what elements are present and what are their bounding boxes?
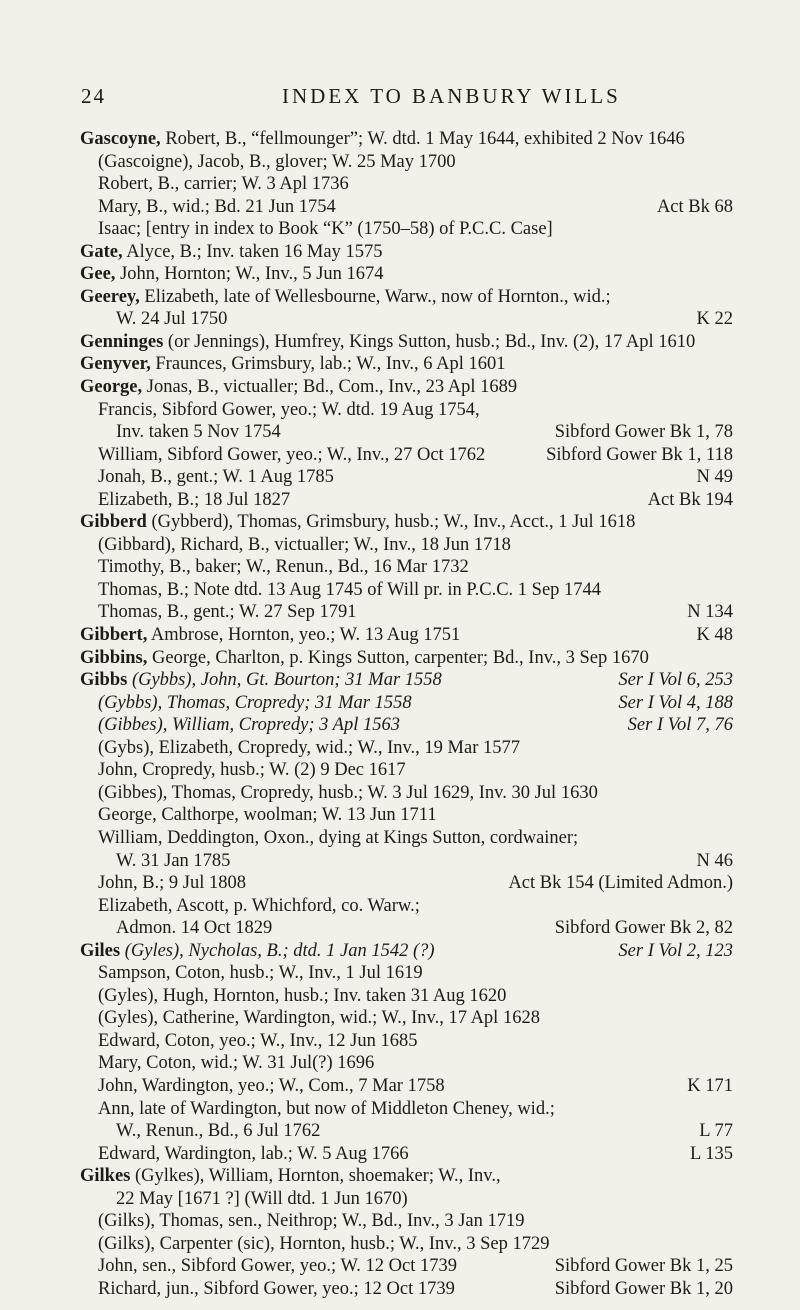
- page-header: [0, 84, 800, 114]
- entry-details: Thomas, B.; Note dtd. 13 Aug 1745 of Will pr. in P.C.C. 1 Sep 1744: [98, 579, 602, 600]
- entry-text: [98, 219, 553, 239]
- entry-text: [98, 986, 506, 1006]
- entry-text: [98, 760, 406, 780]
- index-entry: [80, 421, 733, 444]
- entry-details: Elizabeth, B.; 18 Jul 1827: [98, 489, 291, 510]
- entry-text: [98, 152, 456, 172]
- entry-text: [98, 715, 400, 735]
- index-entry: [80, 196, 733, 219]
- entry-text: [98, 400, 480, 420]
- index-entry: [80, 737, 733, 760]
- entry-surname: Gate,: [80, 241, 123, 262]
- entry-details: George, Calthorpe, woolman; W. 13 Jun 1711: [98, 805, 437, 826]
- entry-text: [80, 1166, 501, 1186]
- entry-text: [98, 1076, 445, 1096]
- index-entry: [80, 151, 733, 174]
- entry-text: [116, 918, 272, 938]
- index-entry: [80, 1075, 733, 1098]
- index-entry: [80, 331, 733, 354]
- entry-details: Mary, Coton, wid.; W. 31 Jul(?) 1696: [98, 1053, 375, 1074]
- entry-text: [80, 287, 611, 307]
- entry-text: [98, 490, 290, 510]
- entry-surname: Gascoyne,: [80, 129, 161, 149]
- entry-text: [80, 512, 635, 532]
- entry-details: Alyce, B.; Inv. taken 16 May 1575: [122, 241, 383, 262]
- entry-details: John, sen., Sibford Gower, yeo.; W. 12 Oct 1739: [98, 1256, 457, 1277]
- index-entry: [80, 489, 733, 512]
- entry-details: Mary, B., wid.; Bd. 21 Jun 1754: [98, 196, 336, 217]
- index-entry: [80, 241, 733, 264]
- entry-text: [80, 354, 505, 374]
- entry-text: [98, 896, 420, 916]
- index-entry: [80, 669, 733, 692]
- entry-reference: Ser I Vol 6, 253: [618, 670, 733, 691]
- entry-reference: L 135: [690, 1143, 733, 1164]
- entry-details: (Gylkes), William, Hornton, shoemaker; W., Inv.,: [130, 1166, 501, 1187]
- entry-details: Jonah, B., gent.; W. 1 Aug 1785: [98, 467, 334, 488]
- index-entry: [80, 534, 733, 557]
- entry-text: [116, 1189, 408, 1209]
- entry-details: Robert, B., carrier; W. 3 Apl 1736: [98, 174, 349, 195]
- index-entry: [80, 286, 733, 309]
- index-entry: [80, 1120, 733, 1143]
- entry-reference: L 77: [699, 1121, 733, 1142]
- entry-details: Thomas, B., gent.; W. 27 Sep 1791: [98, 602, 357, 623]
- entry-reference: Sibford Gower Bk 2, 82: [554, 918, 733, 939]
- index-entry: [80, 647, 733, 670]
- entry-surname: Genninges: [80, 331, 164, 352]
- entry-details: (Gyles), Nycholas, B.; dtd. 1 Jan 1542 (?): [120, 940, 435, 961]
- index-entry: [80, 218, 733, 241]
- entry-text: [98, 1099, 555, 1119]
- entry-details: (Gybberd), Thomas, Grimsbury, husb.; W., Inv., Acct., 1 Jul 1618: [146, 512, 636, 533]
- entry-text: [98, 467, 334, 487]
- index-entry: [80, 263, 733, 286]
- entry-reference: K 171: [687, 1075, 733, 1096]
- entry-details: John, Wardington, yeo.; W., Com., 7 Mar 1758: [98, 1075, 445, 1096]
- entry-text: [80, 648, 649, 668]
- entry-text: [98, 580, 601, 600]
- index-entry: [80, 1098, 733, 1121]
- entry-details: William, Deddington, Oxon., dying at Kings Sutton, cordwainer;: [98, 827, 579, 848]
- entry-reference: K 22: [696, 309, 733, 330]
- entry-surname: Gilkes: [80, 1166, 131, 1187]
- entry-details: (Gybbs), John, Gt. Bourton; 31 Mar 1558: [127, 670, 442, 691]
- entry-surname: Giles: [80, 940, 121, 961]
- entry-text: [116, 1121, 320, 1141]
- entry-details: William, Sibford Gower, yeo.; W., Inv., 27 Oct 1762: [98, 444, 486, 465]
- index-entry: [80, 128, 733, 151]
- index-entry: [80, 872, 733, 895]
- entry-reference: Sibford Gower Bk 1, 118: [546, 444, 733, 465]
- page-number: 24: [81, 84, 106, 108]
- entry-details: (or Jennings), Humfrey, Kings Sutton, husb.; Bd., Inv. (2), 17 Apl 1610: [163, 331, 696, 352]
- entry-details: Isaac; [entry in index to Book “K” (1750–58) of P.C.C. Case]: [98, 219, 553, 240]
- entry-text: [98, 535, 511, 555]
- entry-text: [98, 1144, 409, 1164]
- entry-details: Ambrose, Hornton, yeo.; W. 13 Aug 1751: [147, 625, 461, 646]
- page-title: INDEX TO BANBURY WILLS: [282, 84, 621, 108]
- index-entry: [80, 399, 733, 422]
- entry-details: John, B.; 9 Jul 1808: [98, 873, 247, 894]
- entry-surname: Gibberd: [80, 512, 147, 533]
- entry-details: (Gyles), Catherine, Wardington, wid.; W., Inv., 17 Apl 1628: [98, 1008, 540, 1029]
- index-entry: [80, 353, 733, 376]
- entry-text: [80, 332, 695, 352]
- index-entry: [80, 804, 733, 827]
- index-entry: [80, 1165, 733, 1188]
- entry-details: (Gybs), Elizabeth, Cropredy, wid.; W., Inv., 19 Mar 1577: [98, 737, 521, 758]
- entry-text: [98, 693, 412, 713]
- entry-details: Timothy, B., baker; W., Renun., Bd., 16 Mar 1732: [98, 557, 469, 578]
- entry-reference: N 46: [696, 850, 733, 871]
- entry-details: Sampson, Coton, husb.; W., Inv., 1 Jul 1619: [98, 963, 423, 984]
- index-entry: [80, 376, 733, 399]
- entry-details: John, Cropredy, husb.; W. (2) 9 Dec 1617: [98, 760, 406, 781]
- index-entry: [80, 782, 733, 805]
- entry-text: [98, 557, 469, 577]
- entry-details: Richard, jun., Sibford Gower, yeo.; 12 Oct 1739: [98, 1278, 455, 1299]
- entry-details: Inv. taken 5 Nov 1754: [116, 422, 281, 443]
- index-entry: [80, 1052, 733, 1075]
- entry-details: (Gilks), Carpenter (sic), Hornton, husb.; W., Inv., 3 Sep 1729: [98, 1233, 550, 1254]
- index-entry: [80, 759, 733, 782]
- entry-text: [98, 1031, 417, 1051]
- index-entry: [80, 1210, 733, 1233]
- index-entry: [80, 692, 733, 715]
- entry-reference: Act Bk 68: [656, 196, 733, 217]
- entry-details: Robert, B., “fellmounger”; W. dtd. 1 May 1644, exhibited 2 Nov 1646: [160, 129, 685, 149]
- entry-text: [98, 1053, 374, 1073]
- index-entries: [80, 128, 733, 1300]
- index-entry: [80, 511, 733, 534]
- entry-text: [98, 783, 598, 803]
- entry-text: [98, 805, 437, 825]
- entry-details: George, Charlton, p. Kings Sutton, carpenter; Bd., Inv., 3 Sep 1670: [147, 647, 649, 668]
- index-entry: [80, 1278, 733, 1301]
- index-entry: [80, 173, 733, 196]
- entry-details: Francis, Sibford Gower, yeo.; W. dtd. 19 Aug 1754,: [98, 399, 480, 420]
- entry-text: [80, 377, 517, 397]
- entry-details: Elizabeth, Ascott, p. Whichford, co. Warw.;: [98, 895, 420, 916]
- entry-reference: Act Bk 194: [647, 489, 733, 510]
- entry-surname: Gee,: [80, 264, 116, 285]
- entry-surname: George,: [80, 377, 143, 398]
- index-entry: [80, 1188, 733, 1211]
- entry-details: (Gyles), Hugh, Hornton, husb.; Inv. taken 31 Aug 1620: [98, 985, 507, 1006]
- entry-details: W., Renun., Bd., 6 Jul 1762: [116, 1121, 321, 1142]
- index-entry: [80, 601, 733, 624]
- entry-surname: Gibbins,: [80, 647, 148, 668]
- entry-text: [80, 941, 435, 961]
- index-entry: [80, 579, 733, 602]
- entry-text: [80, 625, 460, 645]
- entry-details: 22 May [1671 ?] (Will dtd. 1 Jun 1670): [116, 1188, 408, 1209]
- entry-reference: N 49: [696, 467, 733, 488]
- entry-text: [116, 309, 227, 329]
- entry-details: Elizabeth, late of Wellesbourne, Warw., now of Hornton., wid.;: [139, 286, 611, 307]
- entry-details: John, Hornton; W., Inv., 5 Jun 1674: [115, 264, 384, 285]
- index-entry: [80, 444, 733, 467]
- index-entry: [80, 1143, 733, 1166]
- entry-text: [80, 264, 384, 284]
- entry-text: [80, 670, 442, 690]
- entry-reference: Sibford Gower Bk 1, 25: [554, 1256, 733, 1277]
- entry-details: (Gilks), Thomas, sen., Neithrop; W., Bd., Inv., 3 Jan 1719: [98, 1211, 525, 1232]
- entry-surname: Gibbs: [80, 670, 128, 691]
- entry-details: Edward, Coton, yeo.; W., Inv., 12 Jun 1685: [98, 1030, 418, 1051]
- index-entry: [80, 917, 733, 940]
- entry-reference: Ser I Vol 4, 188: [618, 692, 733, 713]
- entry-text: [98, 197, 336, 217]
- entry-reference: K 48: [696, 625, 733, 646]
- entry-details: (Gybbs), Thomas, Cropredy; 31 Mar 1558: [98, 692, 412, 713]
- entry-text: [98, 738, 520, 758]
- entry-text: [98, 602, 357, 622]
- entry-text: [98, 873, 246, 893]
- index-entry: [80, 827, 733, 850]
- entry-details: (Gascoigne), Jacob, B., glover; W. 25 May 1700: [98, 151, 456, 172]
- entry-reference: Ser I Vol 2, 123: [618, 940, 733, 961]
- index-entry: [80, 895, 733, 918]
- entry-text: [98, 1234, 549, 1254]
- index-entry: [80, 940, 733, 963]
- entry-surname: Gibbert,: [80, 625, 148, 646]
- index-entry: [80, 1255, 733, 1278]
- entry-text: [98, 963, 423, 983]
- entry-reference: N 134: [687, 602, 733, 623]
- index-entry: [80, 624, 733, 647]
- index-entry: [80, 1007, 733, 1030]
- entry-details: Admon. 14 Oct 1829: [116, 918, 273, 939]
- index-entry: [80, 850, 733, 873]
- entry-details: Edward, Wardington, lab.; W. 5 Aug 1766: [98, 1143, 409, 1164]
- entry-text: [98, 445, 485, 465]
- entry-details: (Gibbard), Richard, B., victualler; W., Inv., 18 Jun 1718: [98, 534, 511, 555]
- entry-details: (Gibbes), Thomas, Cropredy, husb.; W. 3 Jul 1629, Inv. 30 Jul 1630: [98, 782, 598, 803]
- entry-details: Fraunces, Grimsbury, lab.; W., Inv., 6 Apl 1601: [150, 354, 506, 375]
- entry-reference: Ser I Vol 7, 76: [627, 715, 733, 736]
- entry-surname: Genyver,: [80, 354, 151, 375]
- index-entry: [80, 714, 733, 737]
- index-entry: [80, 1233, 733, 1256]
- entry-text: [98, 828, 578, 848]
- entry-text: [98, 1211, 525, 1231]
- entry-text: [116, 422, 281, 442]
- entry-surname: Geerey,: [80, 286, 140, 307]
- index-entry: [80, 466, 733, 489]
- entry-details: W. 31 Jan 1785: [116, 850, 231, 871]
- entry-text: [98, 174, 349, 194]
- entry-text: [80, 242, 382, 262]
- index-entry: [80, 985, 733, 1008]
- entry-details: W. 24 Jul 1750: [116, 309, 228, 330]
- entry-reference: Sibford Gower Bk 1, 20: [554, 1278, 733, 1299]
- index-entry: [80, 962, 733, 985]
- index-entry: [80, 308, 733, 331]
- entry-text: [80, 129, 685, 149]
- index-entry: [80, 1030, 733, 1053]
- entry-details: (Gibbes), William, Cropredy; 3 Apl 1563: [98, 715, 400, 736]
- entry-details: Ann, late of Wardington, but now of Middleton Cheney, wid.;: [98, 1098, 555, 1119]
- entry-text: [116, 851, 230, 871]
- entry-reference: Sibford Gower Bk 1, 78: [554, 422, 733, 443]
- entry-reference: Act Bk 154 (Limited Admon.): [508, 873, 733, 894]
- entry-text: [98, 1256, 457, 1276]
- entry-text: [98, 1008, 540, 1028]
- index-entry: [80, 556, 733, 579]
- entry-details: Jonas, B., victualler; Bd., Com., Inv., 23 Apl 1689: [142, 377, 518, 398]
- entry-text: [98, 1279, 455, 1299]
